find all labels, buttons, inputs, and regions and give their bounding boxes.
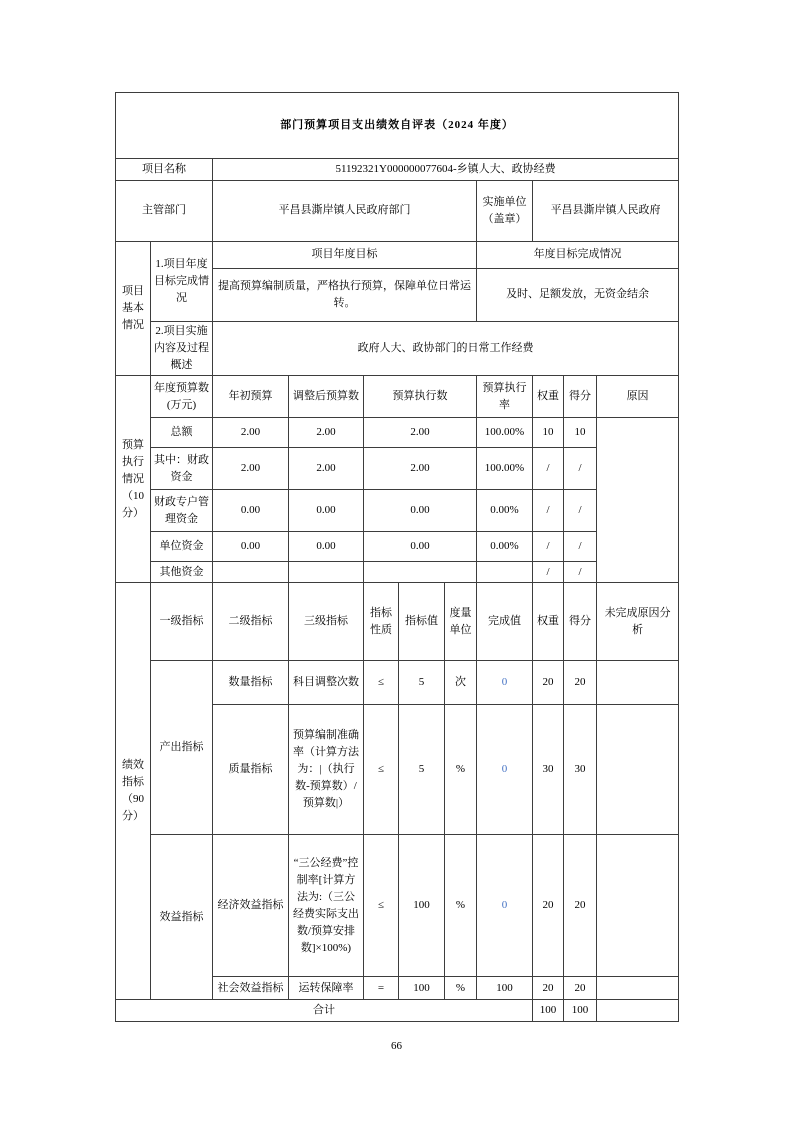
budget-header-initial: 年初预算 [213,376,289,418]
project-name-row [116,159,679,181]
budget-reason-cell [597,418,679,583]
perf-target: 5 [399,705,445,835]
perf-header-level3: 三级指标 [289,583,364,661]
budget-cell-rate: 100.00% [477,418,533,448]
impl-row [116,322,679,376]
perf-header-target: 指标值 [399,583,445,661]
perf-weight: 20 [533,661,564,705]
budget-cell-adjusted: 0.00 [289,490,364,532]
perf-row-economic [116,835,679,977]
perf-target: 100 [399,835,445,977]
impl-unit-value: 平昌县澌岸镇人民政府 [533,181,679,242]
budget-header-row [116,376,679,418]
project-name-value: 51192321Y000000077604-乡镇人大、政协经费 [213,159,679,181]
budget-cell-weight: 10 [533,418,564,448]
perf-unit: % [445,977,477,1000]
impl-row-label: 2.项目实施内容及过程概述 [151,322,213,376]
total-label: 合计 [116,1000,533,1022]
perf-reason [597,977,679,1000]
budget-cell-initial [213,562,289,583]
perf-target: 5 [399,661,445,705]
page-title: 部门预算项目支出绩效自评表（2024 年度） [116,93,679,159]
goal-row-label: 1.项目年度目标完成情况 [151,242,213,322]
perf-reason [597,661,679,705]
project-name-label: 项目名称 [116,159,213,181]
perf-reason [597,835,679,977]
budget-cell-score: / [564,562,597,583]
perf-level1-benefit: 效益指标 [151,835,213,1000]
perf-header-score: 得分 [564,583,597,661]
perf-level3: “三公经费”控制率[计算方法为:（三公经费实际支出数/预算安排数]×100%) [289,835,364,977]
budget-cell-executed: 0.00 [364,532,477,562]
budget-cell-adjusted: 2.00 [289,418,364,448]
perf-header-level2: 二级指标 [213,583,289,661]
perf-row-quantity [116,661,679,705]
perf-weight: 30 [533,705,564,835]
perf-level3: 科目调整次数 [289,661,364,705]
goal-text: 提高预算编制质量，严格执行预算，保障单位日常运转。 [213,269,477,322]
budget-cell-executed [364,562,477,583]
perf-reason [597,705,679,835]
budget-header-adjusted: 调整后预算数 [289,376,364,418]
goal-header: 项目年度目标 [213,242,477,269]
budget-row-label: 其他资金 [151,562,213,583]
perf-header-level1: 一级指标 [151,583,213,661]
perf-weight: 20 [533,977,564,1000]
total-row [116,1000,679,1022]
budget-row-label: 总额 [151,418,213,448]
budget-cell-executed: 2.00 [364,418,477,448]
total-reason [597,1000,679,1022]
budget-cell-weight: / [533,532,564,562]
perf-level2: 质量指标 [213,705,289,835]
perf-header-weight: 权重 [533,583,564,661]
perf-score: 30 [564,705,597,835]
budget-cell-executed: 0.00 [364,490,477,532]
budget-cell-executed: 2.00 [364,448,477,490]
budget-header-rate: 预算执行率 [477,376,533,418]
title-row [116,93,679,159]
perf-unit: 次 [445,661,477,705]
total-score: 100 [564,1000,597,1022]
impl-text: 政府人大、政协部门的日常工作经费 [213,322,679,376]
perf-done: 0 [477,835,533,977]
budget-row-fiscal [116,448,679,490]
perf-done: 100 [477,977,533,1000]
budget-cell-weight: / [533,490,564,532]
self-evaluation-table [115,92,679,1022]
budget-cell-initial: 2.00 [213,418,289,448]
budget-section-label: 预算执行情况（10分） [116,376,151,583]
budget-cell-score: / [564,490,597,532]
perf-level2: 数量指标 [213,661,289,705]
budget-cell-score: / [564,448,597,490]
budget-cell-rate [477,562,533,583]
perf-level3: 预算编制准确率（计算方法为：|（执行数-预算数）/预算数|） [289,705,364,835]
perf-header-done: 完成值 [477,583,533,661]
budget-header-executed: 预算执行数 [364,376,477,418]
budget-cell-adjusted [289,562,364,583]
basic-section-label: 项目基本情况 [116,242,151,376]
perf-done: 0 [477,661,533,705]
goal-header-row [116,242,679,269]
total-weight: 100 [533,1000,564,1022]
budget-cell-initial: 0.00 [213,490,289,532]
perf-level3: 运转保障率 [289,977,364,1000]
budget-header-score: 得分 [564,376,597,418]
budget-header-weight: 权重 [533,376,564,418]
budget-cell-adjusted: 0.00 [289,532,364,562]
perf-level2: 经济效益指标 [213,835,289,977]
budget-header-reason: 原因 [597,376,679,418]
perf-target: 100 [399,977,445,1000]
perf-score: 20 [564,661,597,705]
budget-row-label: 其中：财政资金 [151,448,213,490]
perf-nature: ≤ [364,661,399,705]
department-row [116,181,679,242]
completion-header: 年度目标完成情况 [477,242,679,269]
completion-text: 及时、足额发放，无资金结余 [477,269,679,322]
perf-nature: ≤ [364,835,399,977]
performance-header-row [116,583,679,661]
budget-row-total [116,418,679,448]
budget-cell-rate: 0.00% [477,532,533,562]
perf-nature: ≤ [364,705,399,835]
perf-unit: % [445,835,477,977]
budget-row-unit-funds [116,532,679,562]
budget-row-special-account [116,490,679,532]
dept-label: 主管部门 [116,181,213,242]
budget-row-label: 财政专户管理资金 [151,490,213,532]
performance-section-label: 绩效指标（90分） [116,583,151,1000]
budget-cell-score: / [564,532,597,562]
budget-cell-rate: 0.00% [477,490,533,532]
budget-row-other-funds [116,562,679,583]
perf-weight: 20 [533,835,564,977]
perf-level1-output: 产出指标 [151,661,213,835]
perf-done: 0 [477,705,533,835]
perf-nature: = [364,977,399,1000]
budget-cell-initial: 0.00 [213,532,289,562]
impl-unit-label: 实施单位（盖章） [477,181,533,242]
perf-header-nature: 指标性质 [364,583,399,661]
perf-header-reason: 未完成原因分析 [597,583,679,661]
budget-cell-rate: 100.00% [477,448,533,490]
budget-row-label: 单位资金 [151,532,213,562]
budget-cell-score: 10 [564,418,597,448]
dept-value: 平昌县澌岸镇人民政府部门 [213,181,477,242]
page-number: 66 [391,1040,402,1052]
budget-cell-weight: / [533,448,564,490]
perf-score: 20 [564,835,597,977]
budget-header-category: 年度预算数(万元) [151,376,213,418]
perf-score: 20 [564,977,597,1000]
budget-cell-adjusted: 2.00 [289,448,364,490]
budget-cell-initial: 2.00 [213,448,289,490]
perf-header-unit: 度量单位 [445,583,477,661]
perf-level2: 社会效益指标 [213,977,289,1000]
budget-cell-weight: / [533,562,564,583]
perf-unit: % [445,705,477,835]
